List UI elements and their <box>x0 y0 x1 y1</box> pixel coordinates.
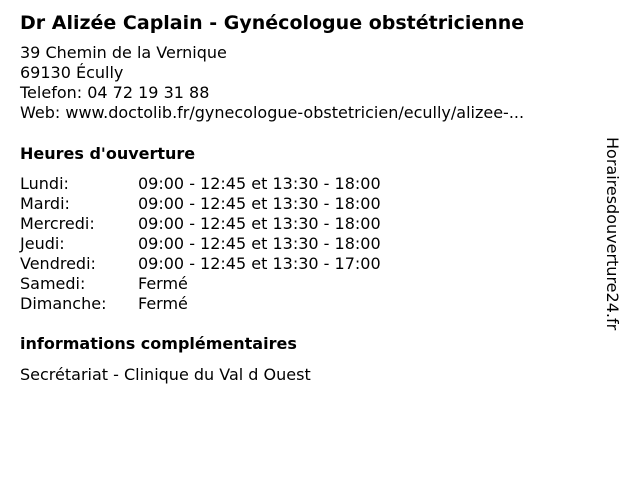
site-watermark: Horairesdouverture24.fr <box>603 137 622 331</box>
hours-row-sunday <box>20 294 381 314</box>
phone-number: Telefon: 04 72 19 31 88 <box>20 83 210 102</box>
hours-row-friday <box>20 254 381 274</box>
website-link[interactable]: Web: www.doctolib.fr/gynecologue-obstetricien/ecully/alizee-... <box>20 103 525 122</box>
address-street: 39 Chemin de la Vernique <box>20 43 227 62</box>
day-label: Jeudi: <box>20 234 65 253</box>
day-label: Mardi: <box>20 194 70 213</box>
day-label: Samedi: <box>20 274 86 293</box>
day-label: Dimanche: <box>20 294 107 313</box>
hours-value: 09:00 - 12:45 et 13:30 - 18:00 <box>138 214 381 233</box>
hours-value: Fermé <box>138 294 188 313</box>
hours-row-saturday <box>20 274 381 294</box>
page-title: Dr Alizée Caplain - Gynécologue obstétricienne <box>20 12 525 34</box>
hours-row-wednesday <box>20 214 381 234</box>
additional-info-heading: informations complémentaires <box>20 334 297 353</box>
address-city: 69130 Écully <box>20 63 124 82</box>
hours-value: Fermé <box>138 274 188 293</box>
contact-block <box>20 43 524 123</box>
hours-value: 09:00 - 12:45 et 13:30 - 17:00 <box>138 254 381 273</box>
day-label: Mercredi: <box>20 214 95 233</box>
day-label: Lundi: <box>20 174 69 193</box>
hours-row-thursday <box>20 234 381 254</box>
opening-hours-table <box>20 174 381 314</box>
hours-row-monday <box>20 174 381 194</box>
hours-row-tuesday <box>20 194 381 214</box>
hours-value: 09:00 - 12:45 et 13:30 - 18:00 <box>138 234 381 253</box>
hours-value: 09:00 - 12:45 et 13:30 - 18:00 <box>138 174 381 193</box>
additional-info-text: Secrétariat - Clinique du Val d Ouest <box>20 365 311 384</box>
opening-hours-heading: Heures d'ouverture <box>20 144 196 163</box>
hours-value: 09:00 - 12:45 et 13:30 - 18:00 <box>138 194 381 213</box>
day-label: Vendredi: <box>20 254 96 273</box>
